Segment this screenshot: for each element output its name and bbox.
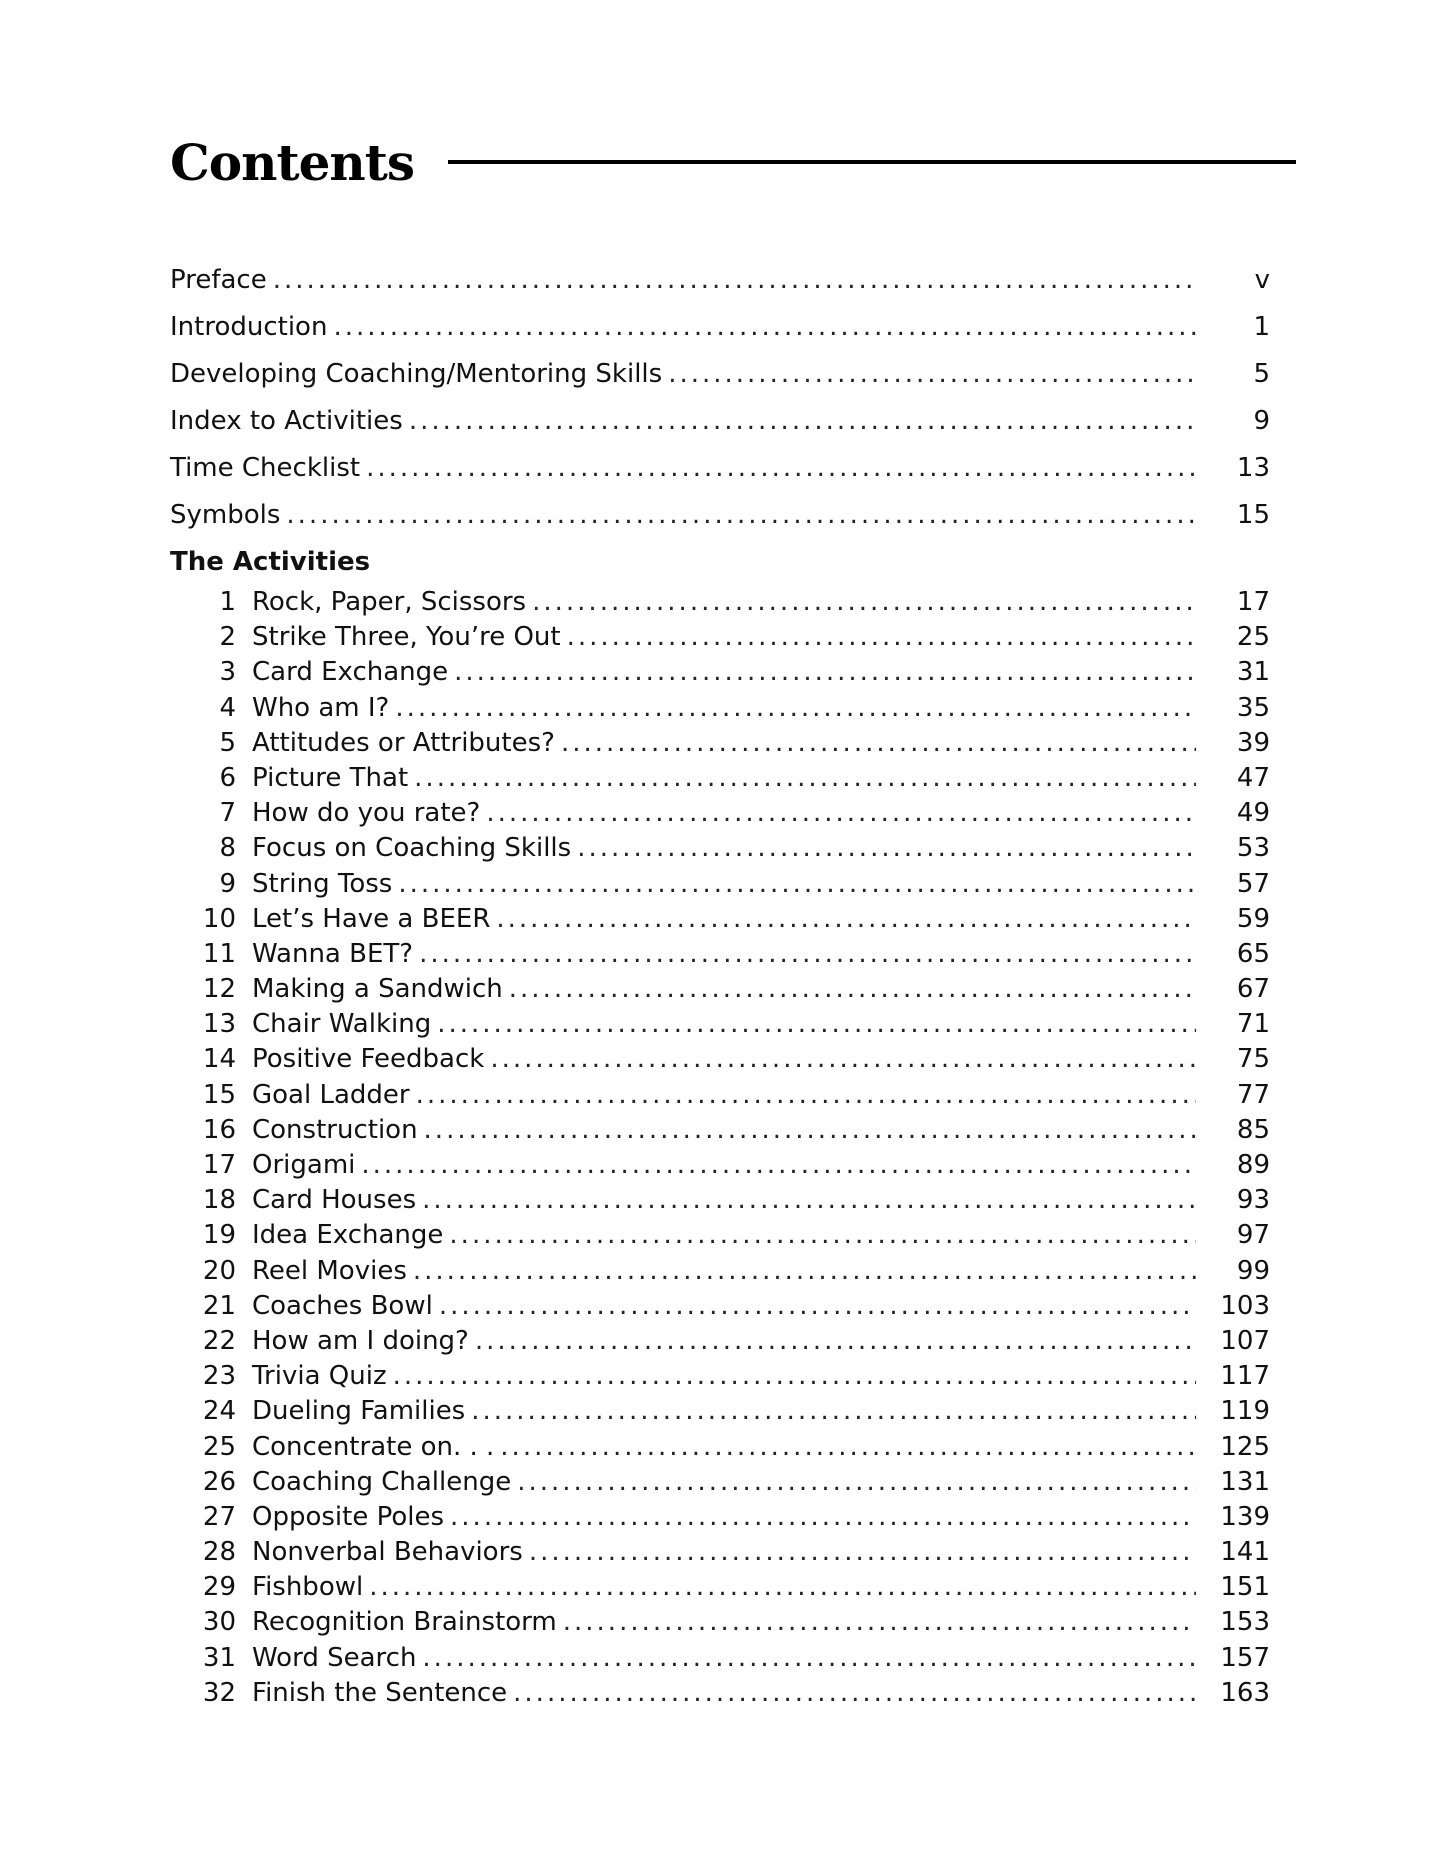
toc-entry-page: 9 bbox=[1253, 406, 1270, 436]
activity-number: 9 bbox=[219, 868, 236, 899]
activity-entry[interactable] bbox=[170, 1605, 1270, 1640]
activity-number: 25 bbox=[202, 1431, 236, 1462]
activity-entry[interactable] bbox=[170, 1254, 1270, 1289]
activity-number: 24 bbox=[202, 1396, 236, 1427]
dot-leader bbox=[500, 1430, 1196, 1465]
activity-number: 22 bbox=[202, 1325, 236, 1356]
activity-entry[interactable] bbox=[170, 655, 1270, 690]
toc-entry-symbols[interactable] bbox=[170, 492, 1270, 539]
toc-entry-page: 1 bbox=[1253, 312, 1270, 342]
activity-title: Concentrate on. . . bbox=[252, 1431, 495, 1462]
toc-entry-developing-skills[interactable] bbox=[170, 351, 1270, 398]
activity-entry[interactable] bbox=[170, 1430, 1270, 1465]
dot-leader bbox=[369, 1570, 1196, 1605]
activity-page: 35 bbox=[1236, 692, 1270, 723]
activity-number: 27 bbox=[202, 1501, 236, 1532]
activity-number: 26 bbox=[202, 1466, 236, 1497]
toc-entry-title: Developing Coaching/Mentoring Skills bbox=[170, 359, 663, 389]
activity-page: 25 bbox=[1236, 622, 1270, 653]
dot-leader bbox=[413, 1254, 1196, 1289]
activity-entry[interactable] bbox=[170, 1007, 1270, 1042]
dot-leader bbox=[668, 351, 1196, 398]
activity-number: 1 bbox=[219, 587, 236, 617]
activity-title: Chair Walking bbox=[252, 1009, 432, 1040]
activity-page: 97 bbox=[1236, 1220, 1270, 1251]
toc-entry-title: Preface bbox=[170, 265, 267, 295]
activity-entry[interactable] bbox=[170, 1324, 1270, 1359]
toc-entry-preface[interactable] bbox=[170, 257, 1270, 304]
page-title: Contents bbox=[170, 132, 415, 192]
activity-title: Coaching Challenge bbox=[252, 1466, 512, 1497]
activity-entry[interactable] bbox=[170, 1042, 1270, 1077]
activity-number: 30 bbox=[202, 1607, 236, 1638]
activity-number: 21 bbox=[202, 1290, 236, 1321]
activity-entry[interactable] bbox=[170, 620, 1270, 655]
activity-title: Idea Exchange bbox=[252, 1220, 444, 1251]
activity-title: Nonverbal Behaviors bbox=[252, 1537, 523, 1568]
activity-page: 85 bbox=[1236, 1114, 1270, 1145]
activity-page: 57 bbox=[1236, 868, 1270, 899]
activity-page: 131 bbox=[1220, 1466, 1270, 1497]
activity-page: 53 bbox=[1236, 833, 1270, 864]
activity-page: 103 bbox=[1220, 1290, 1270, 1321]
activity-entry[interactable] bbox=[170, 691, 1270, 726]
activity-number: 2 bbox=[219, 622, 236, 653]
activity-page: 71 bbox=[1236, 1009, 1270, 1040]
activity-title: Focus on Coaching Skills bbox=[252, 833, 572, 864]
activity-number: 32 bbox=[202, 1677, 236, 1708]
activity-entry[interactable] bbox=[170, 1218, 1270, 1253]
activity-title: Fishbowl bbox=[252, 1572, 364, 1603]
activity-title: Card Houses bbox=[252, 1185, 417, 1216]
activity-title: Origami bbox=[252, 1150, 356, 1180]
activity-entry[interactable] bbox=[170, 937, 1270, 972]
activity-entry[interactable] bbox=[170, 902, 1270, 937]
dot-leader bbox=[513, 1676, 1196, 1711]
activity-number: 11 bbox=[202, 938, 236, 969]
activity-page: 17 bbox=[1236, 587, 1270, 617]
activity-title: Dueling Families bbox=[252, 1396, 466, 1427]
activity-title: Construction bbox=[252, 1114, 418, 1145]
activity-entry[interactable] bbox=[170, 1500, 1270, 1535]
activity-page: 49 bbox=[1236, 798, 1270, 829]
activity-title: Who am I? bbox=[252, 692, 390, 723]
heading-rule bbox=[448, 160, 1296, 164]
activity-number: 31 bbox=[202, 1642, 236, 1673]
dot-leader bbox=[286, 492, 1196, 539]
activity-number: 20 bbox=[202, 1255, 236, 1286]
activity-number: 29 bbox=[202, 1572, 236, 1603]
contents-heading bbox=[170, 122, 1270, 202]
activity-title: Coaches Bowl bbox=[252, 1290, 433, 1321]
activity-number: 15 bbox=[202, 1079, 236, 1110]
activity-entry[interactable] bbox=[170, 1465, 1270, 1500]
activity-entry[interactable] bbox=[170, 796, 1270, 831]
dot-leader bbox=[416, 1078, 1196, 1113]
activity-page: 67 bbox=[1236, 974, 1270, 1005]
dot-leader bbox=[577, 831, 1196, 866]
activity-page: 141 bbox=[1220, 1537, 1270, 1568]
activity-entry[interactable] bbox=[170, 585, 1270, 620]
activity-title: Word Search bbox=[252, 1642, 417, 1673]
activity-page: 93 bbox=[1236, 1185, 1270, 1216]
activity-title: String Toss bbox=[252, 868, 393, 899]
toc-entry-introduction[interactable] bbox=[170, 304, 1270, 351]
activity-entry[interactable] bbox=[170, 1641, 1270, 1676]
activity-title: Rock, Paper, Scissors bbox=[252, 587, 527, 617]
dot-leader bbox=[567, 620, 1196, 655]
dot-leader bbox=[563, 1605, 1196, 1640]
toc-entry-index-to-activities[interactable] bbox=[170, 398, 1270, 445]
activity-entry[interactable] bbox=[170, 726, 1270, 761]
activity-number: 13 bbox=[202, 1009, 236, 1040]
activity-entry[interactable] bbox=[170, 1535, 1270, 1570]
activity-page: 77 bbox=[1236, 1079, 1270, 1110]
activity-number: 16 bbox=[202, 1114, 236, 1145]
toc-entry-time-checklist[interactable] bbox=[170, 445, 1270, 492]
activity-page: 163 bbox=[1220, 1677, 1270, 1708]
activity-title: Attitudes or Attributes? bbox=[252, 727, 555, 758]
activity-number: 18 bbox=[202, 1185, 236, 1216]
activity-page: 125 bbox=[1220, 1431, 1270, 1462]
dot-leader bbox=[450, 1500, 1196, 1535]
activity-title: Strike Three, You’re Out bbox=[252, 622, 561, 653]
activity-page: 75 bbox=[1236, 1044, 1270, 1075]
dot-leader bbox=[422, 1641, 1196, 1676]
activity-number: 17 bbox=[202, 1150, 236, 1180]
activity-page: 65 bbox=[1236, 938, 1270, 969]
toc-entry-page: 5 bbox=[1253, 359, 1270, 389]
dot-leader bbox=[517, 1465, 1196, 1500]
activity-entry[interactable] bbox=[170, 1183, 1270, 1218]
dot-leader bbox=[409, 398, 1196, 445]
activity-page: 59 bbox=[1236, 903, 1270, 934]
activity-page: 157 bbox=[1220, 1642, 1270, 1673]
activities-list bbox=[170, 585, 1270, 1711]
toc-entry-title: Symbols bbox=[170, 500, 281, 530]
activity-number: 28 bbox=[202, 1537, 236, 1568]
activity-title: Reel Movies bbox=[252, 1255, 407, 1286]
activity-entry[interactable] bbox=[170, 1148, 1270, 1183]
activity-page: 117 bbox=[1220, 1361, 1270, 1392]
activity-title: How do you rate? bbox=[252, 798, 481, 829]
activity-title: Positive Feedback bbox=[252, 1044, 485, 1075]
dot-leader bbox=[437, 1007, 1196, 1042]
activity-entry[interactable] bbox=[170, 1394, 1270, 1429]
activity-entry[interactable] bbox=[170, 1676, 1270, 1711]
activity-number: 10 bbox=[202, 903, 236, 934]
activity-entry[interactable] bbox=[170, 831, 1270, 866]
activity-title: How am I doing? bbox=[252, 1325, 469, 1356]
dot-leader bbox=[471, 1394, 1196, 1429]
toc-entry-title: Introduction bbox=[170, 312, 328, 342]
front-matter-list bbox=[170, 257, 1270, 586]
dot-leader bbox=[475, 1324, 1196, 1359]
dot-leader bbox=[361, 1148, 1196, 1183]
dot-leader bbox=[419, 937, 1196, 972]
toc-entry-title: Time Checklist bbox=[170, 453, 361, 483]
dot-leader bbox=[414, 761, 1196, 796]
dot-leader bbox=[424, 1113, 1196, 1148]
activity-entry[interactable] bbox=[170, 972, 1270, 1007]
activity-number: 14 bbox=[202, 1044, 236, 1075]
activity-number: 5 bbox=[219, 727, 236, 758]
dot-leader bbox=[509, 972, 1196, 1007]
activity-page: 139 bbox=[1220, 1501, 1270, 1532]
dot-leader bbox=[273, 257, 1196, 304]
activity-entry[interactable] bbox=[170, 761, 1270, 796]
activity-number: 23 bbox=[202, 1361, 236, 1392]
dot-leader bbox=[439, 1289, 1196, 1324]
toc-entry-page: v bbox=[1254, 265, 1270, 295]
activity-number: 6 bbox=[219, 762, 236, 793]
activity-number: 7 bbox=[219, 798, 236, 829]
activity-title: Card Exchange bbox=[252, 657, 449, 688]
dot-leader bbox=[395, 691, 1196, 726]
dot-leader bbox=[532, 585, 1196, 620]
activity-title: Goal Ladder bbox=[252, 1079, 410, 1110]
activity-entry[interactable] bbox=[170, 1113, 1270, 1148]
activity-page: 151 bbox=[1220, 1572, 1270, 1603]
activity-number: 4 bbox=[219, 692, 236, 723]
dot-leader bbox=[366, 445, 1196, 492]
activity-title: Opposite Poles bbox=[252, 1501, 445, 1532]
toc-entry-page: 15 bbox=[1236, 500, 1270, 530]
dot-leader bbox=[561, 726, 1196, 761]
activity-page: 47 bbox=[1236, 762, 1270, 793]
activity-entry[interactable] bbox=[170, 1078, 1270, 1113]
activity-title: Making a Sandwich bbox=[252, 974, 503, 1005]
activity-page: 107 bbox=[1220, 1325, 1270, 1356]
activity-page: 153 bbox=[1220, 1607, 1270, 1638]
activity-entry[interactable] bbox=[170, 1570, 1270, 1605]
activity-page: 99 bbox=[1236, 1255, 1270, 1286]
dot-leader bbox=[486, 796, 1196, 831]
dot-leader bbox=[454, 655, 1196, 690]
activity-entry[interactable] bbox=[170, 1359, 1270, 1394]
activity-title: Trivia Quiz bbox=[252, 1361, 387, 1392]
dot-leader bbox=[398, 867, 1196, 902]
toc-entry-title: Index to Activities bbox=[170, 406, 403, 436]
activity-page: 39 bbox=[1236, 727, 1270, 758]
activity-title: Picture That bbox=[252, 762, 409, 793]
activity-number: 12 bbox=[202, 974, 236, 1005]
toc-entry-page: 13 bbox=[1236, 453, 1270, 483]
activity-number: 19 bbox=[202, 1220, 236, 1251]
dot-leader bbox=[333, 304, 1196, 351]
dot-leader bbox=[393, 1359, 1196, 1394]
dot-leader bbox=[490, 1042, 1196, 1077]
activity-number: 8 bbox=[219, 833, 236, 864]
activity-number: 3 bbox=[219, 657, 236, 688]
dot-leader bbox=[422, 1183, 1196, 1218]
activity-entry[interactable] bbox=[170, 1289, 1270, 1324]
activity-title: Recognition Brainstorm bbox=[252, 1607, 557, 1638]
dot-leader bbox=[529, 1535, 1196, 1570]
activity-page: 89 bbox=[1236, 1150, 1270, 1180]
activity-entry[interactable] bbox=[170, 867, 1270, 902]
activity-title: Let’s Have a BEER bbox=[252, 903, 491, 934]
dot-leader bbox=[449, 1218, 1196, 1253]
activity-title: Finish the Sentence bbox=[252, 1677, 508, 1708]
activity-page: 119 bbox=[1220, 1396, 1270, 1427]
activity-title: Wanna BET? bbox=[252, 938, 414, 969]
activities-section-heading: The Activities bbox=[170, 547, 371, 577]
activity-page: 31 bbox=[1236, 657, 1270, 688]
dot-leader bbox=[496, 902, 1196, 937]
